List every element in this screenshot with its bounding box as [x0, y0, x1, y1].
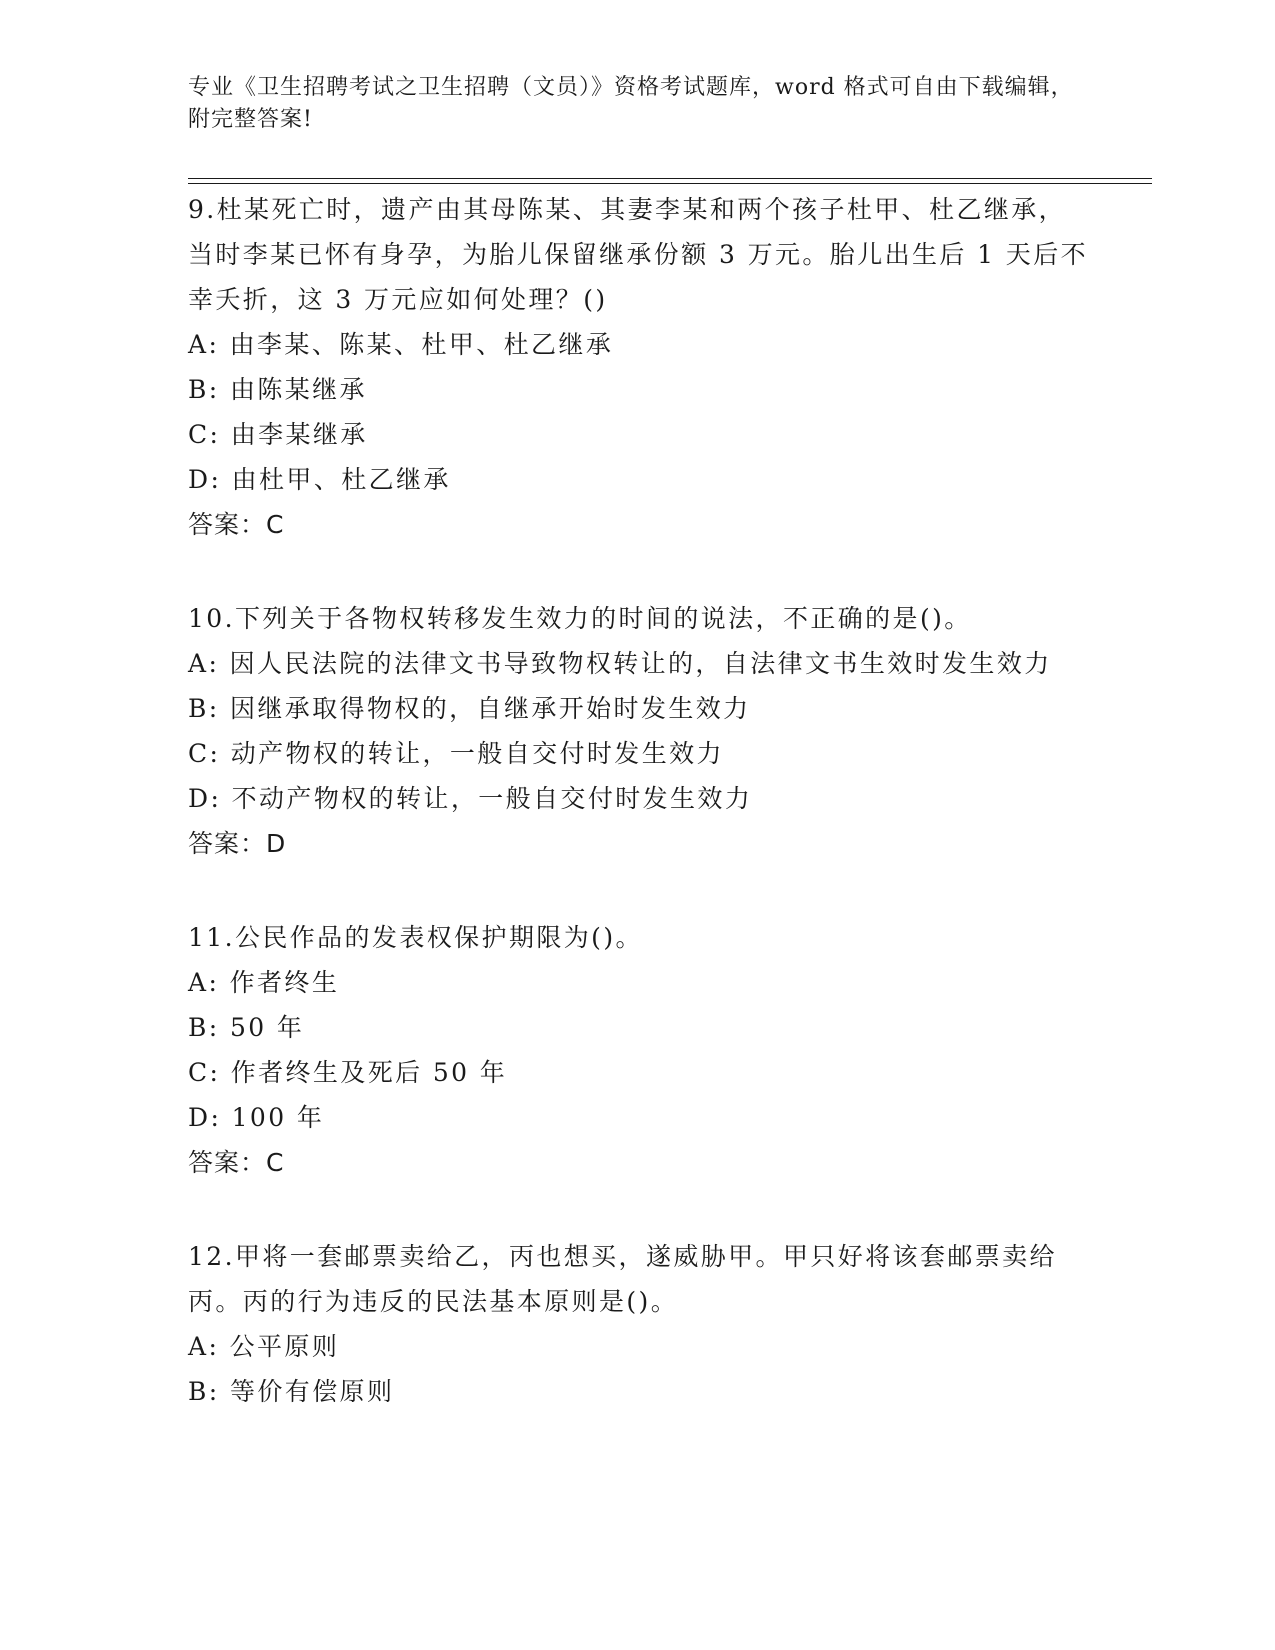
option-b: B: 由陈某继承	[188, 375, 367, 404]
option-c: C: 由李某继承	[188, 420, 368, 449]
answer-line: 答案：C	[188, 1148, 285, 1177]
answer-line: 答案：C	[188, 510, 285, 539]
option-a: A: 由李某、陈某、杜甲、杜乙继承	[188, 330, 614, 359]
option-a: A: 公平原则	[188, 1332, 340, 1361]
question-text: 9.杜某死亡时，遗产由其母陈某、其妻李某和两个孩子杜甲、杜乙继承，当时李某已怀有身孕，为胎儿保留继承份额 3 万元。胎儿出生后 1 天后不幸夭折，这 3 万元应如何处理？()	[188, 195, 1089, 314]
option-c: C: 动产物权的转让，一般自交付时发生效力	[188, 739, 724, 768]
question-11	[188, 915, 1088, 1186]
option-a: A: 作者终生	[188, 968, 340, 997]
question-9	[188, 187, 1088, 548]
question-text: 12.甲将一套邮票卖给乙，丙也想买，遂威胁甲。甲只好将该套邮票卖给丙。丙的行为违反的民法基本原则是()。	[188, 1242, 1057, 1316]
option-d: D: 由杜甲、杜乙继承	[188, 465, 451, 494]
question-text: 10.下列关于各物权转移发生效力的时间的说法，不正确的是()。	[188, 604, 972, 633]
question-text: 11.公民作品的发表权保护期限为()。	[188, 923, 643, 952]
document-header: 专业《卫生招聘考试之卫生招聘（文员）》资格考试题库，word 格式可自由下载编辑，附完整答案!	[188, 75, 1074, 132]
option-a: A: 因人民法院的法律文书导致物权转让的，自法律文书生效时发生效力	[188, 649, 1052, 678]
header-divider-bottom	[188, 183, 1152, 184]
question-list	[188, 187, 1088, 1462]
header-divider-top	[188, 178, 1152, 179]
option-b: B: 等价有偿原则	[188, 1377, 395, 1406]
option-b: B: 50 年	[188, 1013, 305, 1042]
question-12	[188, 1234, 1088, 1414]
option-c: C: 作者终生及死后 50 年	[188, 1058, 508, 1087]
option-d: D: 不动产物权的转让，一般自交付时发生效力	[188, 784, 753, 813]
answer-line: 答案：D	[188, 829, 287, 858]
option-b: B: 因继承取得物权的，自继承开始时发生效力	[188, 694, 751, 723]
option-d: D: 100 年	[188, 1103, 325, 1132]
question-10	[188, 596, 1088, 867]
